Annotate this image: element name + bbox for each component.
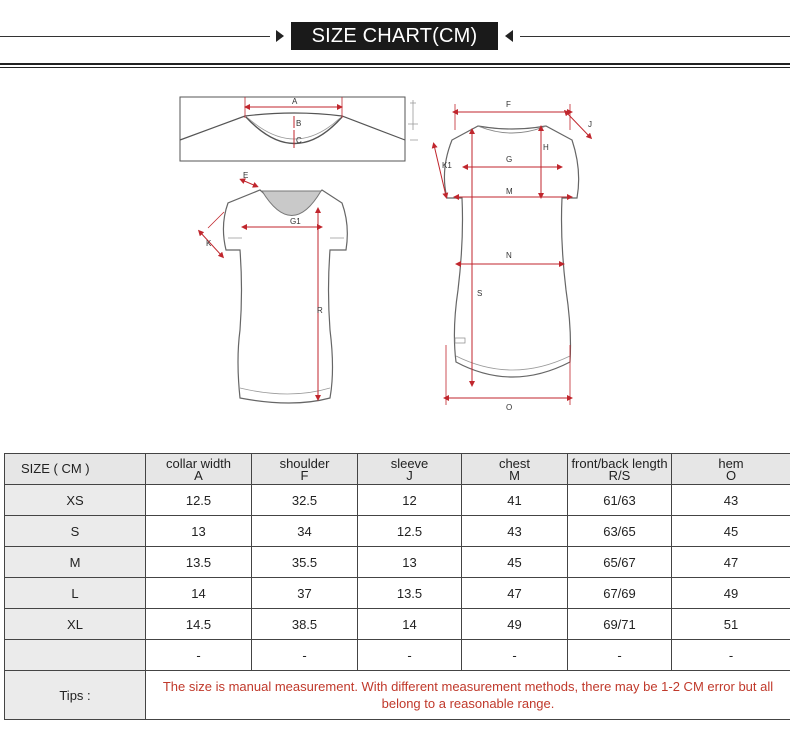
column-header-chest: chest M	[462, 454, 568, 485]
table-cell: 14	[146, 578, 252, 609]
label-tag-icon	[455, 338, 465, 343]
label-e: E	[243, 171, 249, 180]
table-cell: 43	[672, 485, 790, 516]
table-cell: 43	[462, 516, 568, 547]
label-b: B	[296, 119, 302, 128]
header-arrow-left-icon	[276, 30, 284, 42]
table-cell: 63/65	[568, 516, 672, 547]
column-header-length: front/back length R/S	[568, 454, 672, 485]
table-cell: 41	[462, 485, 568, 516]
front-tee-drawing	[200, 171, 347, 403]
table-row	[5, 578, 790, 609]
header-arrow-right-icon	[505, 30, 513, 42]
table-cell: 14.5	[146, 609, 252, 640]
table-cell: 13.5	[146, 547, 252, 578]
tips-row	[5, 671, 790, 720]
table-cell: 61/63	[568, 485, 672, 516]
table-cell: 32.5	[252, 485, 358, 516]
row-label	[5, 640, 146, 671]
table-cell: -	[568, 640, 672, 671]
section-divider-2	[0, 67, 790, 68]
table-row	[5, 547, 790, 578]
label-m: M	[506, 187, 513, 196]
table-cell: 37	[252, 578, 358, 609]
table-cell: 65/67	[568, 547, 672, 578]
label-o: O	[506, 403, 513, 412]
table-row	[5, 485, 790, 516]
label-r: R	[317, 306, 323, 315]
section-divider	[0, 63, 790, 65]
table-cell: 12.5	[358, 516, 462, 547]
page-title: SIZE CHART(CM)	[291, 22, 498, 50]
table-cell: 34	[252, 516, 358, 547]
collar-detail	[180, 97, 418, 161]
table-cell: 47	[672, 547, 790, 578]
table-cell: 69/71	[568, 609, 672, 640]
label-n: N	[506, 251, 512, 260]
label-g: G	[506, 155, 513, 164]
table-cell: 67/69	[568, 578, 672, 609]
label-g1: G1	[290, 217, 301, 226]
label-k: K	[206, 239, 212, 248]
table-cell: -	[672, 640, 790, 671]
table-cell: 13	[358, 547, 462, 578]
row-label: L	[5, 578, 146, 609]
header-rule-right	[520, 36, 790, 37]
table-cell: 12	[358, 485, 462, 516]
table-row	[5, 516, 790, 547]
row-label: XS	[5, 485, 146, 516]
label-k1: K1	[442, 161, 452, 170]
table-cell: -	[462, 640, 568, 671]
table-cell: -	[358, 640, 462, 671]
column-header-sleeve: sleeve J	[358, 454, 462, 485]
back-tee-drawing	[434, 100, 592, 412]
table-cell: -	[146, 640, 252, 671]
size-table	[4, 453, 790, 720]
column-header-hem: hem O	[672, 454, 790, 485]
label-f: F	[506, 100, 511, 109]
row-label: S	[5, 516, 146, 547]
size-column-header: SIZE ( CM )	[5, 454, 146, 485]
table-cell: 14	[358, 609, 462, 640]
row-label: XL	[5, 609, 146, 640]
table-header-row	[5, 454, 790, 485]
measurement-diagram	[0, 80, 790, 420]
label-c: C	[296, 136, 302, 145]
column-header-shoulder: shoulder F	[252, 454, 358, 485]
label-a: A	[292, 97, 298, 106]
table-cell: 47	[462, 578, 568, 609]
table-cell: 45	[462, 547, 568, 578]
table-row	[5, 609, 790, 640]
column-header-collar: collar width A	[146, 454, 252, 485]
table-cell: 38.5	[252, 609, 358, 640]
row-label: M	[5, 547, 146, 578]
brand-mark-icon	[408, 100, 418, 140]
table-row	[5, 640, 790, 671]
tips-text: The size is manual measurement. With different measurement methods, there may be 1-2 CM error but all belong to a reasonable range.	[146, 671, 790, 720]
label-j: J	[588, 120, 592, 129]
table-cell: 49	[672, 578, 790, 609]
label-h: H	[543, 143, 549, 152]
table-cell: 35.5	[252, 547, 358, 578]
header-rule-left	[0, 36, 270, 37]
table-cell: 45	[672, 516, 790, 547]
table-cell: 49	[462, 609, 568, 640]
table-cell: 13	[146, 516, 252, 547]
table-cell: 12.5	[146, 485, 252, 516]
label-s: S	[477, 289, 483, 298]
tips-label: Tips :	[5, 671, 146, 720]
table-cell: 13.5	[358, 578, 462, 609]
table-cell: -	[252, 640, 358, 671]
table-cell: 51	[672, 609, 790, 640]
